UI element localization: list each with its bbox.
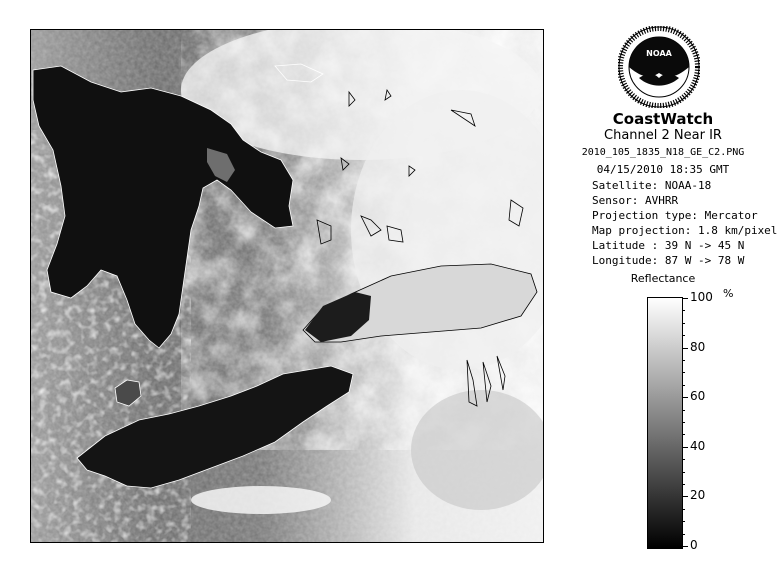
noaa-logo — [618, 26, 700, 108]
projection-type-label: Projection type: Mercator — [592, 209, 758, 222]
colorbar-minor-tick — [682, 459, 685, 460]
longitude-label: Longitude: 87 W -> 78 W — [592, 254, 745, 267]
colorbar-minor-tick — [682, 335, 685, 336]
noaa-logo-text: NOAA — [646, 49, 672, 58]
colorbar-minor-tick — [682, 509, 685, 510]
colorbar-major-tick — [682, 348, 688, 349]
map-projection-label: Map projection: 1.8 km/pixel — [592, 224, 778, 237]
colorbar-tick-label: 40 — [690, 438, 706, 453]
reflectance-colorbar — [647, 297, 683, 549]
colorbar-minor-tick — [682, 372, 685, 373]
colorbar-major-tick — [682, 546, 688, 547]
satellite-image-panel — [30, 29, 544, 543]
colorbar-tick-label: 20 — [690, 488, 706, 503]
colorbar-tick-label: 100 — [690, 290, 713, 304]
filename-label: 2010_105_1835_N18_GE_C2.PNG — [581, 147, 745, 158]
colorbar-tick-label: 0 — [690, 538, 698, 552]
colorbar-minor-tick — [682, 385, 685, 386]
colorbar-minor-tick — [682, 472, 685, 473]
colorbar-title: Reflectance — [630, 272, 696, 285]
colorbar-minor-tick — [682, 410, 685, 411]
colorbar-major-tick — [682, 447, 688, 448]
latitude-label: Latitude : 39 N -> 45 N — [592, 239, 745, 252]
colorbar-minor-tick — [682, 323, 685, 324]
product-title: CoastWatch — [612, 110, 714, 128]
colorbar-minor-tick — [682, 521, 685, 522]
colorbar-unit: % — [723, 287, 734, 300]
sensor-label: Sensor: AVHRR — [592, 194, 679, 207]
colorbar-minor-tick — [682, 360, 685, 361]
colorbar-major-tick — [682, 298, 688, 299]
colorbar-minor-tick — [682, 484, 685, 485]
colorbar-major-tick — [682, 397, 688, 398]
satellite-image — [31, 30, 543, 542]
channel-label: Channel 2 Near IR — [604, 128, 722, 143]
colorbar-minor-tick — [682, 422, 685, 423]
colorbar-minor-tick — [682, 310, 685, 311]
date-time-label: 04/15/2010 18:35 GMT — [596, 163, 730, 176]
colorbar-minor-tick — [682, 434, 685, 435]
colorbar-tick-label: 60 — [690, 389, 706, 404]
colorbar-minor-tick — [682, 534, 685, 535]
satellite-label: Satellite: NOAA-18 — [592, 179, 712, 192]
colorbar-tick-label: 80 — [690, 339, 706, 354]
colorbar-major-tick — [682, 496, 688, 497]
